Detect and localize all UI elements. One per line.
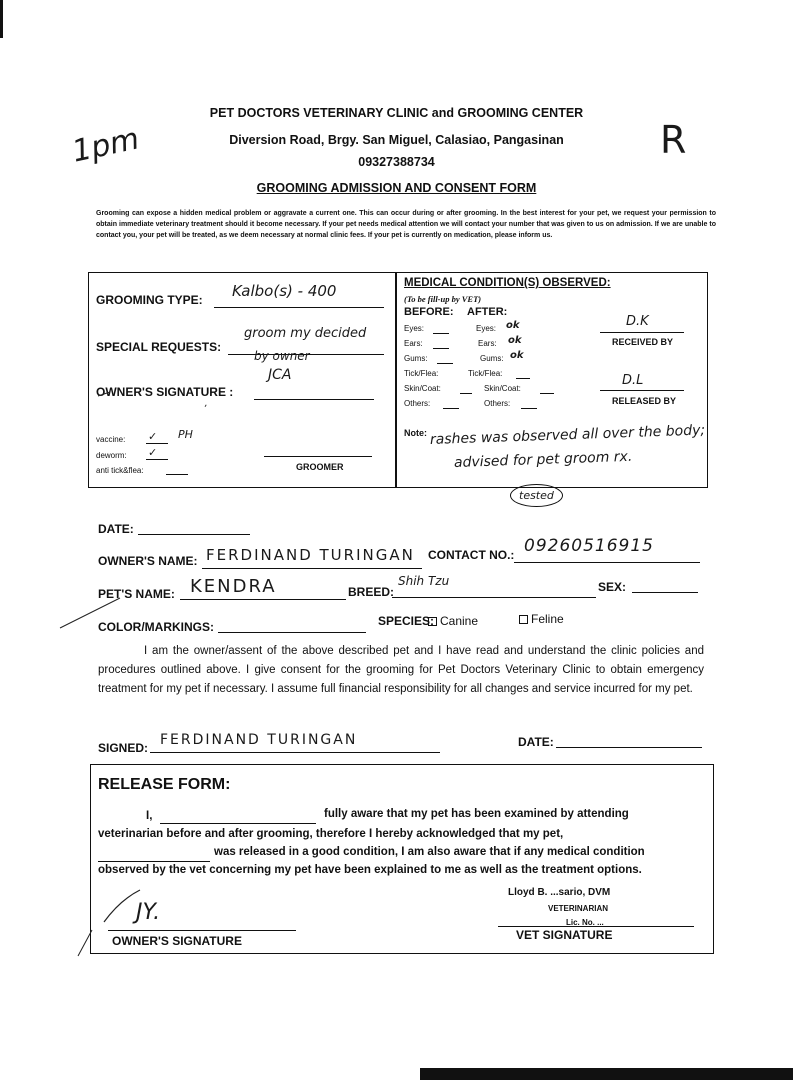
note-line-1[interactable]: rashes was observed all over the body; — [429, 422, 706, 448]
species-label-text: SPECIES: — [378, 614, 435, 628]
clinic-name: PET DOCTORS VETERINARY CLINIC and GROOMING CENTER — [209, 106, 584, 120]
species-canine-option[interactable] — [428, 614, 478, 628]
feline-label: Feline — [531, 612, 564, 626]
before-header: BEFORE: — [404, 306, 454, 318]
deworm-check: ✓ — [148, 446, 158, 459]
before-others: Others: — [404, 399, 431, 408]
note-label: Note: — [404, 428, 427, 438]
owner-release-signature[interactable]: JY. — [136, 900, 161, 925]
feline-checkbox[interactable] — [519, 615, 528, 624]
pet-name-label: PET'S NAME: — [98, 587, 175, 601]
owner-signature-label: OWNER'S SIGNATURE : — [96, 385, 234, 399]
vaccine-value[interactable]: PH — [178, 428, 193, 441]
received-initials[interactable]: D.K — [626, 314, 649, 329]
groomer-line — [264, 456, 372, 457]
grooming-type-line — [214, 307, 384, 308]
contact-value[interactable]: 09260516915 — [524, 536, 654, 556]
stray-mark: ʼ — [204, 404, 208, 415]
before-ears: Ears: — [404, 339, 423, 348]
color-line — [218, 632, 366, 633]
released-by-label: RELEASED BY — [612, 396, 677, 406]
after-eyes-mark[interactable]: ok — [506, 320, 520, 331]
release-line-1-b: fully aware that my pet has been examined by attending — [324, 808, 629, 820]
release-name-line — [160, 823, 316, 824]
grooming-type-value[interactable]: Kalbo(s) - 400 — [232, 282, 337, 300]
before-skin-line — [460, 393, 472, 394]
vaccine-label: vaccine: — [96, 435, 126, 444]
received-line — [600, 332, 684, 333]
date-label: DATE: — [98, 522, 134, 536]
tick-flea-line — [166, 474, 188, 475]
after-gums: Gums: — [480, 354, 504, 363]
special-requests-value-1[interactable]: groom my decided — [244, 326, 367, 341]
special-requests-value-2[interactable]: by owner — [254, 349, 310, 363]
note-extra: tested — [510, 484, 563, 507]
release-pet-line — [98, 861, 210, 862]
grooming-type-label: GROOMING TYPE: — [96, 293, 203, 307]
signed-line — [150, 752, 440, 753]
note-line-2[interactable]: advised for pet groom rx. — [453, 448, 633, 471]
pet-name-value[interactable]: KENDRA — [190, 576, 277, 597]
scan-edge-mark — [0, 0, 3, 38]
sex-line — [632, 592, 698, 593]
signed-value[interactable]: FERDINAND TURINGAN — [160, 732, 358, 748]
medical-title: MEDICAL CONDITION(S) OBSERVED: — [404, 277, 611, 289]
tick-flea-label: anti tick&flea: — [96, 466, 144, 475]
before-others-line — [443, 408, 459, 409]
after-others-line — [521, 408, 537, 409]
before-skin: Skin/Coat: — [404, 384, 441, 393]
contact-line — [514, 562, 700, 563]
color-label: COLOR/MARKINGS: — [98, 620, 214, 634]
handwritten-mark: R — [660, 118, 687, 162]
pet-name-line — [180, 599, 346, 600]
canine-label: Canine — [440, 614, 479, 628]
contact-label: CONTACT NO.: — [428, 548, 515, 562]
deworm-label: deworm: — [96, 451, 127, 460]
released-line — [600, 390, 684, 391]
after-eyes: Eyes: — [476, 324, 497, 333]
after-skin-line — [540, 393, 554, 394]
before-eyes-line — [433, 333, 449, 334]
groomer-label: GROOMER — [296, 462, 344, 472]
released-initials[interactable]: D.L — [622, 373, 644, 388]
breed-line — [392, 597, 596, 598]
after-header: AFTER: — [467, 306, 508, 318]
received-by-label: RECEIVED BY — [612, 337, 674, 347]
release-line-1-a: I, — [146, 810, 153, 822]
release-line-2: veterinarian before and after grooming, therefore I hereby acknowledged that my pet, — [98, 828, 564, 840]
vet-stamp-name: Lloyd B. ...sario, DVM — [508, 887, 611, 898]
before-tick: Tick/Flea: — [404, 369, 439, 378]
clinic-phone: 09327388734 — [358, 155, 435, 169]
after-gums-mark[interactable]: ok — [510, 350, 524, 361]
canine-checkbox[interactable] — [428, 617, 437, 626]
owner-name-line — [202, 568, 422, 569]
release-line-4: observed by the vet concerning my pet have been explained to me as well as the treatment options. — [98, 864, 642, 876]
medical-subtitle: (To be fill-up by VET) — [404, 294, 482, 304]
special-requests-label: SPECIAL REQUESTS: — [96, 340, 222, 354]
breed-value[interactable]: Shih Tzu — [398, 574, 450, 588]
owner-release-signature-label: OWNER'S SIGNATURE — [112, 934, 242, 948]
disclaimer-text: Grooming can expose a hidden medical problem or aggravate a current one. This can occur during or after grooming. In the best interest for your pet, we request your permission to obtain immediate veterinary treatment should it become necessary. If your pet needs medical attention we will contact your number that was given to us on admission. If we are unable to contact you, your pet will be treated, as we deem necessary at normal clinic fees. If your pet is currently on medication, please inform us. — [96, 210, 716, 239]
after-others: Others: — [484, 399, 511, 408]
owner-name-label: OWNER'S NAME: — [98, 554, 198, 568]
vet-stamp-license: Lic. No. ... — [566, 918, 604, 927]
owner-name-value[interactable]: FERDINAND TURINGAN — [206, 546, 415, 564]
deworm-line — [146, 459, 168, 460]
species-feline-option[interactable] — [516, 612, 564, 626]
vaccine-check: ✓ — [148, 430, 158, 443]
before-gums: Gums: — [404, 354, 428, 363]
vaccine-line — [146, 443, 168, 444]
after-ears-mark[interactable]: ok — [508, 335, 522, 346]
breed-label: BREED: — [348, 585, 395, 599]
vet-stamp-title: VETERINARIAN — [548, 904, 609, 913]
owner-signature-value[interactable]: JCA — [268, 367, 292, 383]
vet-signature-label: VET SIGNATURE — [516, 928, 613, 942]
release-line-3: was released in a good condition, I am also aware that if any medical condition — [214, 846, 645, 858]
after-ears: Ears: — [478, 339, 497, 348]
consent-text: I am the owner/assent of the above described pet and I have read and understand the clinic policies and procedures outlined above. I give consent for the grooming for Pet Doctors Veterinary Clinic to obtain emergency treatment for my pet if necessary. I assume full financial responsibility for all changes and service incurred for my pet. — [98, 645, 704, 695]
signed-date-label: DATE: — [518, 735, 554, 749]
owner-release-signature-line — [108, 930, 296, 931]
release-form-title: RELEASE FORM: — [98, 776, 231, 793]
vet-signature-line — [498, 926, 694, 927]
signed-date-line — [556, 747, 702, 748]
after-skin: Skin/Coat: — [484, 384, 521, 393]
scan-shadow — [420, 1068, 793, 1080]
before-ears-line — [433, 348, 449, 349]
before-gums-line — [437, 363, 453, 364]
date-line — [138, 534, 250, 535]
signed-label: SIGNED: — [98, 741, 149, 755]
after-tick-line — [516, 378, 530, 379]
before-eyes: Eyes: — [404, 324, 425, 333]
form-title: GROOMING ADMISSION AND CONSENT FORM — [256, 181, 537, 195]
clinic-address: Diversion Road, Brgy. San Miguel, Calasiao, Pangasinan — [229, 133, 564, 147]
owner-signature-line — [254, 399, 374, 400]
species-label — [378, 614, 434, 628]
sex-label: SEX: — [598, 580, 627, 594]
handwritten-time: 1pm — [69, 121, 143, 170]
after-tick: Tick/Flea: — [468, 369, 503, 378]
